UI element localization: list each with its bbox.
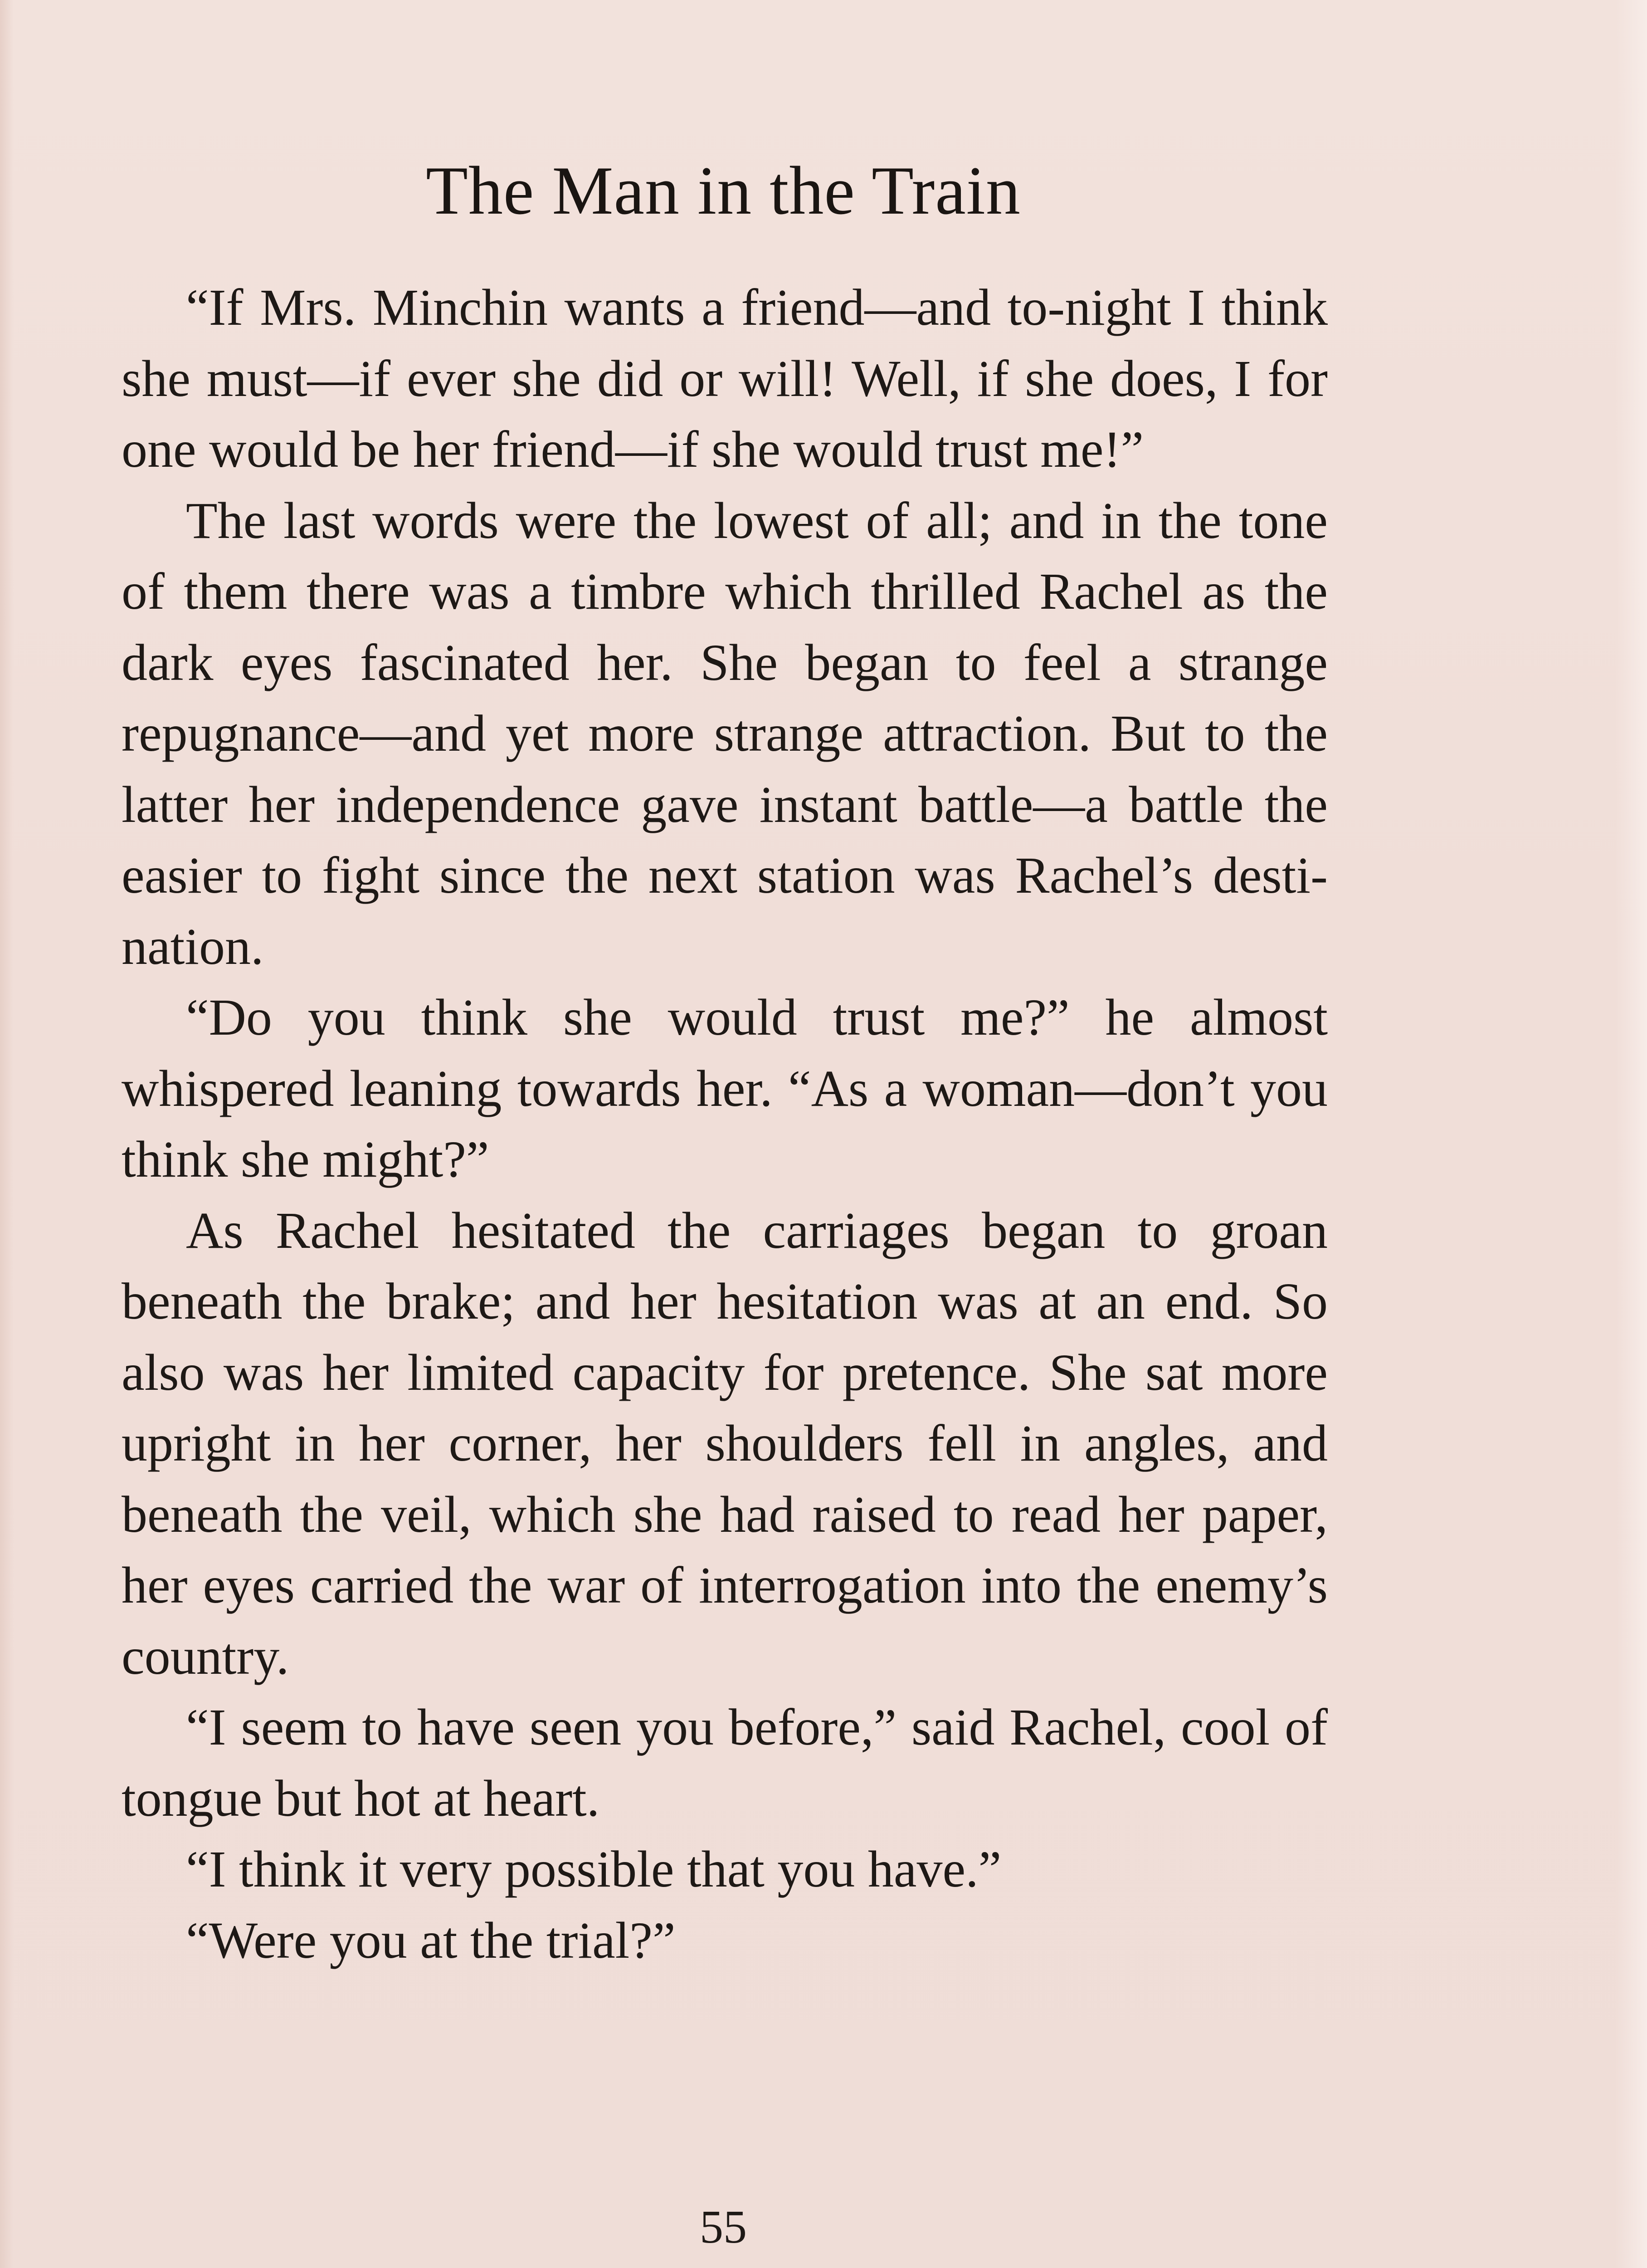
paragraph: “Were you at the trial?” <box>186 1911 676 1969</box>
page-edge <box>1615 0 1647 2268</box>
paragraph: As Rachel hesitated the carriages began to groan beneath the brake; and her hesitation was at an end. So also was her limited capacity for pretence. She sat more upright in her corner, her shoulders fell in angles, and beneath the veil, which she had raised to read her paper, her eyes carried the war of interrogation into the enemy’s country. <box>122 1201 1328 1685</box>
page-number: 55 <box>700 2201 747 2253</box>
paragraph: “Do you think she would trust me?” he almost whispered leaning towards her. “As a woman—don’t you think she might?” <box>122 988 1328 1188</box>
paragraph: “If Mrs. Minchin wants a friend—and to-night I think she must—if ever she did or will! Well, if she does, I for one would be her friend—if she would trust me!” <box>122 279 1328 478</box>
paragraph: “I seem to have seen you before,” said Rachel, cool of tongue but hot at heart. <box>122 1698 1328 1827</box>
paragraph: The last words were the lowest of all; and in the tone of them there was a timbre which thrilled Rachel as the dark eyes fascinated her. She began to feel a strange repugnance—and yet more strange attraction. But to the latter her independence gave instant battle—a battle the easier to fight since the next station was Rachel’s destination. <box>122 491 1328 975</box>
body-text <box>122 272 1328 1976</box>
running-head: The Man in the Train <box>426 152 1021 229</box>
page-gutter-shadow <box>0 0 14 2268</box>
paragraph: “I think it very possible that you have.” <box>186 1840 1002 1898</box>
